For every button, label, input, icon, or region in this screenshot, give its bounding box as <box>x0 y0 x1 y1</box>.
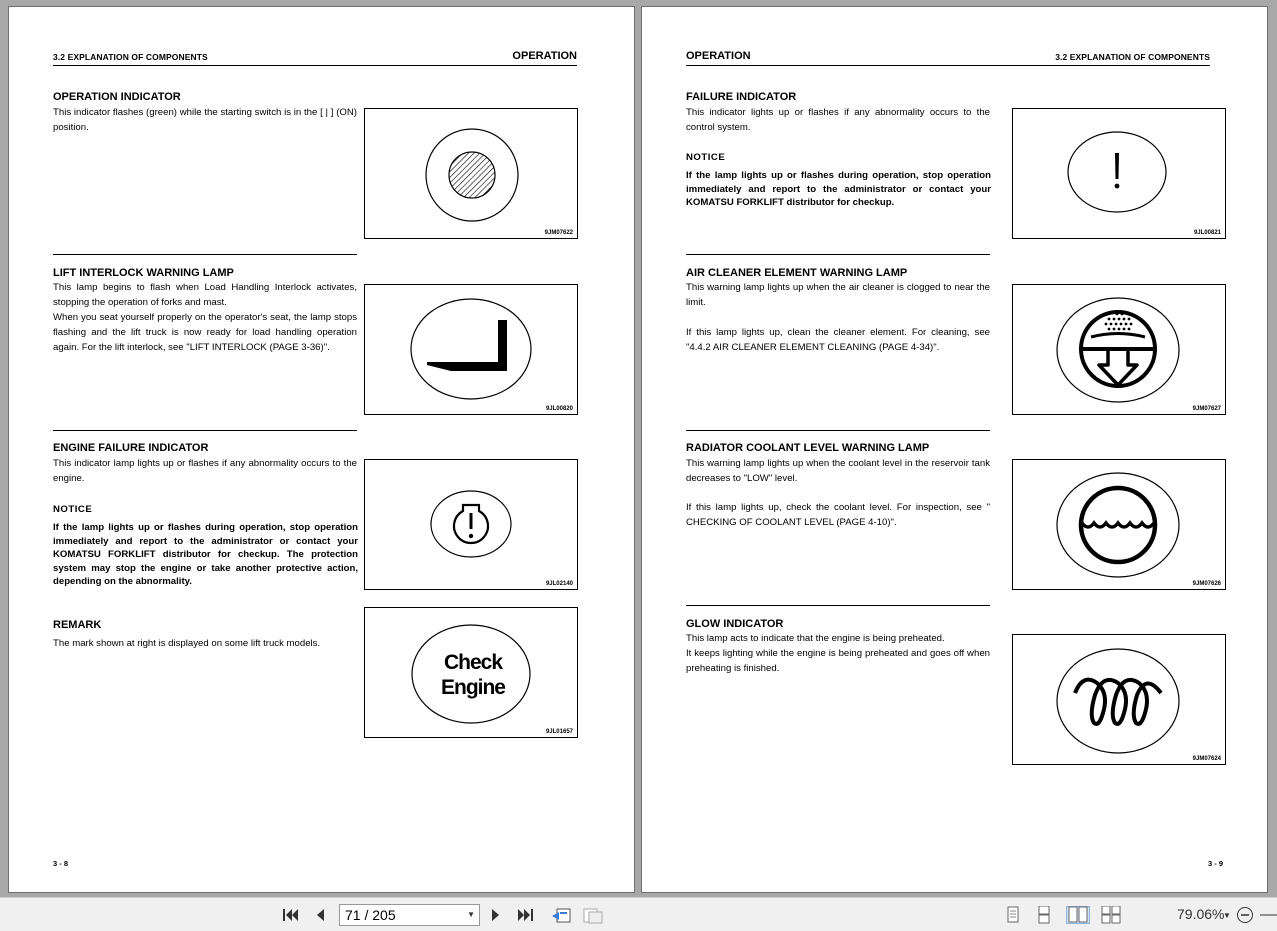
operation-indicator-figure <box>364 108 578 239</box>
next-page-button[interactable] <box>487 906 505 924</box>
failure-indicator-notice-text: If the lamp lights up or flashes during operation, stop operation immediately and report to the administrator or contact your KOMATSU FORKLIFT distributor for checkup. <box>686 170 991 209</box>
air-cleaner-title: AIR CLEANER ELEMENT WARNING LAMP <box>686 267 908 279</box>
remark-title: REMARK <box>53 619 102 631</box>
continuous-facing-view-button[interactable] <box>1100 906 1122 924</box>
page-header <box>53 47 577 66</box>
check-engine-figure <box>364 607 578 738</box>
lift-interlock-figure <box>364 284 578 415</box>
go-back-view-button[interactable] <box>550 906 572 924</box>
glow-indicator-text-2: It keeps lighting while the engine is being preheated and goes off when preheating is finished. <box>686 648 990 674</box>
engine-failure-notice-label: NOTICE <box>53 504 93 515</box>
fork-lift-icon <box>365 285 579 416</box>
page-number: 3 - 9 <box>1207 859 1223 868</box>
glow-indicator-figure <box>1012 634 1226 765</box>
exclamation-icon <box>1013 109 1227 240</box>
zoom-out-button[interactable] <box>1236 906 1254 924</box>
air-filter-icon <box>1013 285 1227 416</box>
failure-indicator-text: This indicator lights up or flashes if any abnormality occurs to the control system. <box>686 107 990 133</box>
glow-plug-icon <box>1013 635 1227 766</box>
radiator-figure <box>1012 459 1226 590</box>
zoom-slider[interactable] <box>1258 906 1277 924</box>
next-page-icon <box>489 907 503 923</box>
single-page-icon <box>1006 906 1020 924</box>
continuous-view-button[interactable] <box>1035 906 1053 924</box>
page-number-input[interactable] <box>339 904 480 926</box>
first-page-button[interactable] <box>281 906 299 924</box>
lift-interlock-text-1: This lamp begins to flash when Load Handling Interlock activates, stopping the operation of forks and mast. <box>53 282 357 308</box>
zoom-slider-track-icon <box>1258 906 1277 924</box>
header-chapter-title: OPERATION <box>686 50 751 62</box>
failure-indicator-notice-label: NOTICE <box>686 152 726 163</box>
engine-warning-icon <box>365 460 579 591</box>
continuous-facing-icon <box>1101 906 1121 924</box>
radiator-text-2: If this lamp lights up, check the coolant level. For inspection, see " CHECKING OF COOLANT LEVEL (PAGE 4-10)". <box>686 502 990 528</box>
continuous-page-icon <box>1037 906 1051 924</box>
next-view-icon <box>582 906 604 924</box>
figure-code: 9JL01657 <box>545 729 573 735</box>
figure-code: 9JM07622 <box>544 230 573 236</box>
right-page <box>641 6 1268 893</box>
page-indicator: 71 / 205 <box>345 907 396 923</box>
navigation-toolbar <box>0 897 1277 931</box>
previous-page-button[interactable] <box>311 906 329 924</box>
lift-interlock-text-2: When you seat yourself properly on the operator's seat, the lamp stops flashing and the lift truck is now ready for load handling operation again. For the lift interlock, see "LIFT INTERLOCK (PAGE 3-36)". <box>53 312 357 353</box>
page-number: 3 - 8 <box>53 859 69 868</box>
glow-indicator-text-1: This lamp acts to indicate that the engine is being preheated. <box>686 633 945 644</box>
zoom-out-icon <box>1236 906 1254 924</box>
previous-page-icon <box>313 907 327 923</box>
first-page-icon <box>281 907 299 923</box>
operation-indicator-title: OPERATION INDICATOR <box>53 91 181 103</box>
check-engine-icon <box>365 608 579 739</box>
air-cleaner-text-2: If this lamp lights up, clean the cleaner element. For cleaning, see "4.4.2 AIR CLEANER ELEMENT CLEANING (PAGE 4-34)". <box>686 327 990 353</box>
figure-code: 9JM07626 <box>1192 581 1221 587</box>
operation-indicator-text: This indicator flashes (green) while the starting switch is in the [ | ] (ON) position. <box>53 107 357 133</box>
coolant-level-icon <box>1013 460 1227 591</box>
page-header <box>686 47 1210 66</box>
section-divider <box>686 254 990 255</box>
check-engine-line-2: Engine <box>440 676 506 699</box>
last-page-button[interactable] <box>517 906 535 924</box>
figure-code: 9JL02140 <box>545 581 573 587</box>
radiator-title: RADIATOR COOLANT LEVEL WARNING LAMP <box>686 442 930 454</box>
radiator-text-1: This warning lamp lights up when the coolant level in the reservoir tank decreases to "LOW" level. <box>686 458 990 484</box>
section-divider <box>53 254 357 255</box>
section-divider <box>686 430 990 431</box>
glow-indicator-title: GLOW INDICATOR <box>686 618 784 630</box>
header-chapter-title: OPERATION <box>512 50 577 62</box>
header-section-title: 3.2 EXPLANATION OF COMPONENTS <box>53 52 208 62</box>
check-engine-line-1: Check <box>443 651 503 674</box>
air-cleaner-figure <box>1012 284 1226 415</box>
facing-pages-icon <box>1068 906 1088 924</box>
single-page-view-button[interactable] <box>1004 906 1022 924</box>
engine-failure-notice-text: If the lamp lights up or flashes during operation, stop operation immediately and report to the administrator or contact your KOMATSU FORKLIFT distributor for checkup. The protection system may stop the engine or take another protective action, depending on the abnormality. <box>53 522 358 588</box>
engine-failure-title: ENGINE FAILURE INDICATOR <box>53 442 209 454</box>
figure-code: 9JL00821 <box>1193 230 1221 236</box>
figure-code: 9JM07627 <box>1192 406 1221 412</box>
engine-failure-text: This indicator lamp lights up or flashes if any abnormality occurs to the engine. <box>53 458 357 484</box>
header-section-title: 3.2 EXPLANATION OF COMPONENTS <box>1055 52 1210 62</box>
last-page-icon <box>517 907 535 923</box>
operation-indicator-icon <box>365 109 579 240</box>
section-divider <box>686 605 990 606</box>
facing-pages-view-button[interactable] <box>1066 906 1090 924</box>
remark-text: The mark shown at right is displayed on some lift truck models. <box>53 638 321 649</box>
left-page <box>8 6 635 893</box>
lift-interlock-title: LIFT INTERLOCK WARNING LAMP <box>53 267 234 279</box>
section-divider <box>53 430 357 431</box>
chevron-down-icon[interactable]: ▼ <box>467 910 475 919</box>
engine-failure-figure <box>364 459 578 590</box>
figure-code: 9JL00820 <box>545 406 573 412</box>
failure-indicator-figure <box>1012 108 1226 239</box>
go-forward-view-button[interactable] <box>582 906 604 924</box>
failure-indicator-title: FAILURE INDICATOR <box>686 91 797 103</box>
zoom-level[interactable]: 79.06% <box>1177 906 1225 922</box>
air-cleaner-text-1: This warning lamp lights up when the air cleaner is clogged to near the limit. <box>686 282 990 308</box>
chevron-down-icon[interactable]: ▼ <box>1223 911 1231 920</box>
previous-view-icon <box>550 906 572 924</box>
figure-code: 9JM07624 <box>1192 756 1221 762</box>
